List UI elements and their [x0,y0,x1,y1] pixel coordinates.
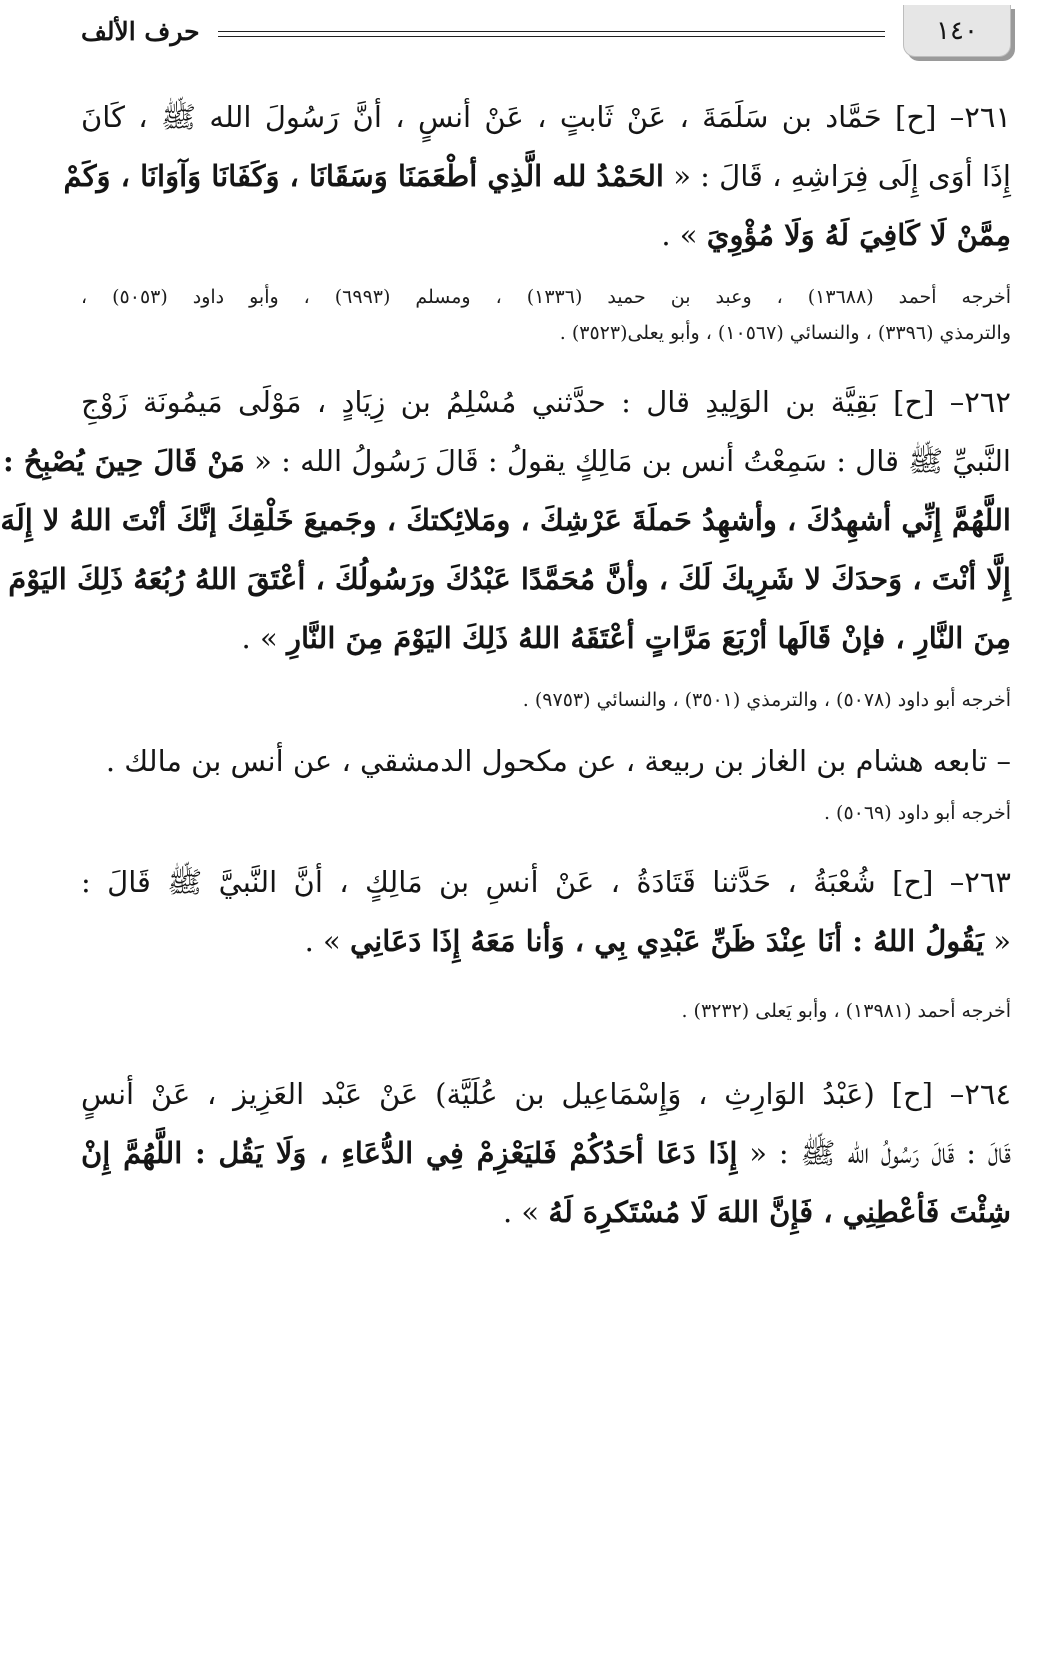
line-text: ٢٦١– [ح] حَمَّاد بن سَلَمَةَ ، عَنْ ثَابتٍ ، عَنْ أنسٍ ، أنَّ رَسُولَ الله ﷺ ، كَانَ [81,100,1011,134]
follow-up-note: – تابعه هشام بن الغاز بن ربيعة ، عن مكحول الدمشقي ، عن أنس بن مالك . [105,744,1011,778]
line-text: « [984,924,1011,958]
hadith-line [81,853,1011,912]
takhrij-261 [81,279,1011,351]
hadith-line [8,550,1011,609]
hadith-line [81,1183,1011,1242]
takhrij-line: والترمذي (٣٣٩٦) ، والنسائي (١٠٥٦٧) ، وأبو يعلى(٣٥٢٣) . [559,322,1011,344]
line-text: » . [661,218,707,252]
line-text: النَّبيِّ ﷺ قال : سَمِعْتُ أنس بن مَالِكٍ يقولُ : قَالَ رَسُولُ الله : « [244,444,1011,478]
takhrij-262 [81,682,1011,718]
takhrij-line: أخرجه أبو داود (٥٠٧٨) ، والترمذي (٣٥٠١) ، والنسائي (٩٧٥٣) . [522,689,1011,711]
hadith-line [81,1065,1011,1124]
takhrij-263 [81,993,1011,1029]
line-text: إِذَا أوَى إِلَى فِرَاشِهِ ، قَالَ : « [663,159,1011,193]
matn-text: مِمَّنْ لَا كَافِيَ لَهُ وَلَا مُؤْوِيَ [706,218,1011,252]
line-text: ٢٦٣– [ح] شُعْبَةُ ، حَدَّثنا قَتَادَةُ ، عَنْ أنسِ بن مَالِكٍ ، أنَّ النَّبيَّ ﷺ قَالَ : [81,865,1011,899]
hadith-line [81,88,1011,147]
takhrij-line: أخرجه أحمد (١٣٦٨٨) ، وعبد بن حميد (١٣٣٦) ، ومسلم (٦٩٩٣) ، وأبو داود (٥٠٥٣) ، [81,286,1011,308]
line-text: قَالَ : قَالَ رَسُولُ الله ﷺ : « [737,1136,1011,1170]
hadith-264 [81,1065,1011,1242]
matn-text: مِنَ النَّارِ ، فإنْ قَالَها أرْبَعَ مَرَّاتٍ أعْتَقَهُ اللهُ ذَلِكَ اليَوْمَ مِنَ النَّارِ [286,621,1011,655]
matn-text: الحَمْدُ لله الَّذِي أطْعَمَنَا وَسَقَانَا ، وَكَفَانَا وَآوَانَا ، وَكَمْ [63,159,664,193]
line-text: » . [241,621,287,655]
hadith-262 [0,373,1011,668]
matn-text: إِذَا دَعَا أحَدُكُمْ فَليَعْزِمْ فِي الدُّعَاءِ ، وَلَا يَقُل : اللَّهُمَّ إِنْ [81,1136,738,1170]
chapter-title: حرف الألف [81,16,200,46]
hadith-263 [81,853,1011,971]
hadith-line [81,373,1011,432]
page-number: ١٤٠ [936,15,978,46]
page-content [0,88,1011,1242]
hadith-261 [63,88,1011,265]
line-text: » . [502,1195,549,1229]
hadith-line [81,206,1011,265]
hadith-line [0,491,1011,550]
line-text: ٢٦٤– [ح] (عَبْدُ الوَارِثِ ، وَإِسْمَاعِيل بن عُلَيَّة) عَنْ عَبْد العَزِيز ، عَنْ أنسٍ [81,1077,1011,1111]
hadith-line [63,147,1011,206]
matn-text: مَنْ قَالَ حِينَ يُصْبِحُ : [2,444,245,478]
header-rule [218,31,885,37]
matn-text: يَقُولُ اللهُ : أنَا عِنْدَ ظَنِّ عَبْدِي بِي ، وَأنا مَعَهُ إِذَا دَعَانِي [349,924,985,958]
hadith-line [2,432,1011,491]
matn-text: شِئْتَ فَأعْطِنِي ، فَإِنَّ اللهَ لَا مُسْتَكرِهَ لَهُ [548,1195,1011,1229]
running-head [81,2,1011,60]
line-text: » . [304,924,350,958]
follow-up-takhrij: أخرجه أبو داود (٥٠٦٩) . [823,802,1011,824]
line-text: ٢٦٢– [ح] بَقِيَّة بن الوَلِيدِ قال : حدَّثني مُسْلِمُ بن زِيَادٍ ، مَوْلَى مَيمُونَة زَوْجِ [81,385,1011,419]
hadith-line [81,1124,1011,1183]
matn-text: اللَّهُمَّ إِنِّي أشهِدُكَ ، وأشهِدُ حَملَةَ عَرْشِكَ ، ومَلائِكتكَ ، وجَميعَ خَلْقِكَ إنَّكَ أنْتَ اللهُ لا إِلَهَ [0,503,1011,537]
hadith-line [81,912,1011,971]
hadith-line [81,609,1011,668]
page-number-badge [903,5,1011,57]
matn-text: إِلَّا أنْتَ ، وَحدَكَ لا شَرِيكَ لَكَ ، وأنَّ مُحَمَّدًا عَبْدُكَ ورَسُولُكَ ، أعْتَقَ اللهُ رُبُعَهُ ذَلِكَ اليَوْمَ [8,562,1011,596]
takhrij-line: أخرجه أحمد (١٣٩٨١) ، وأبو يَعلى (٣٢٣٢) . [681,1000,1011,1022]
